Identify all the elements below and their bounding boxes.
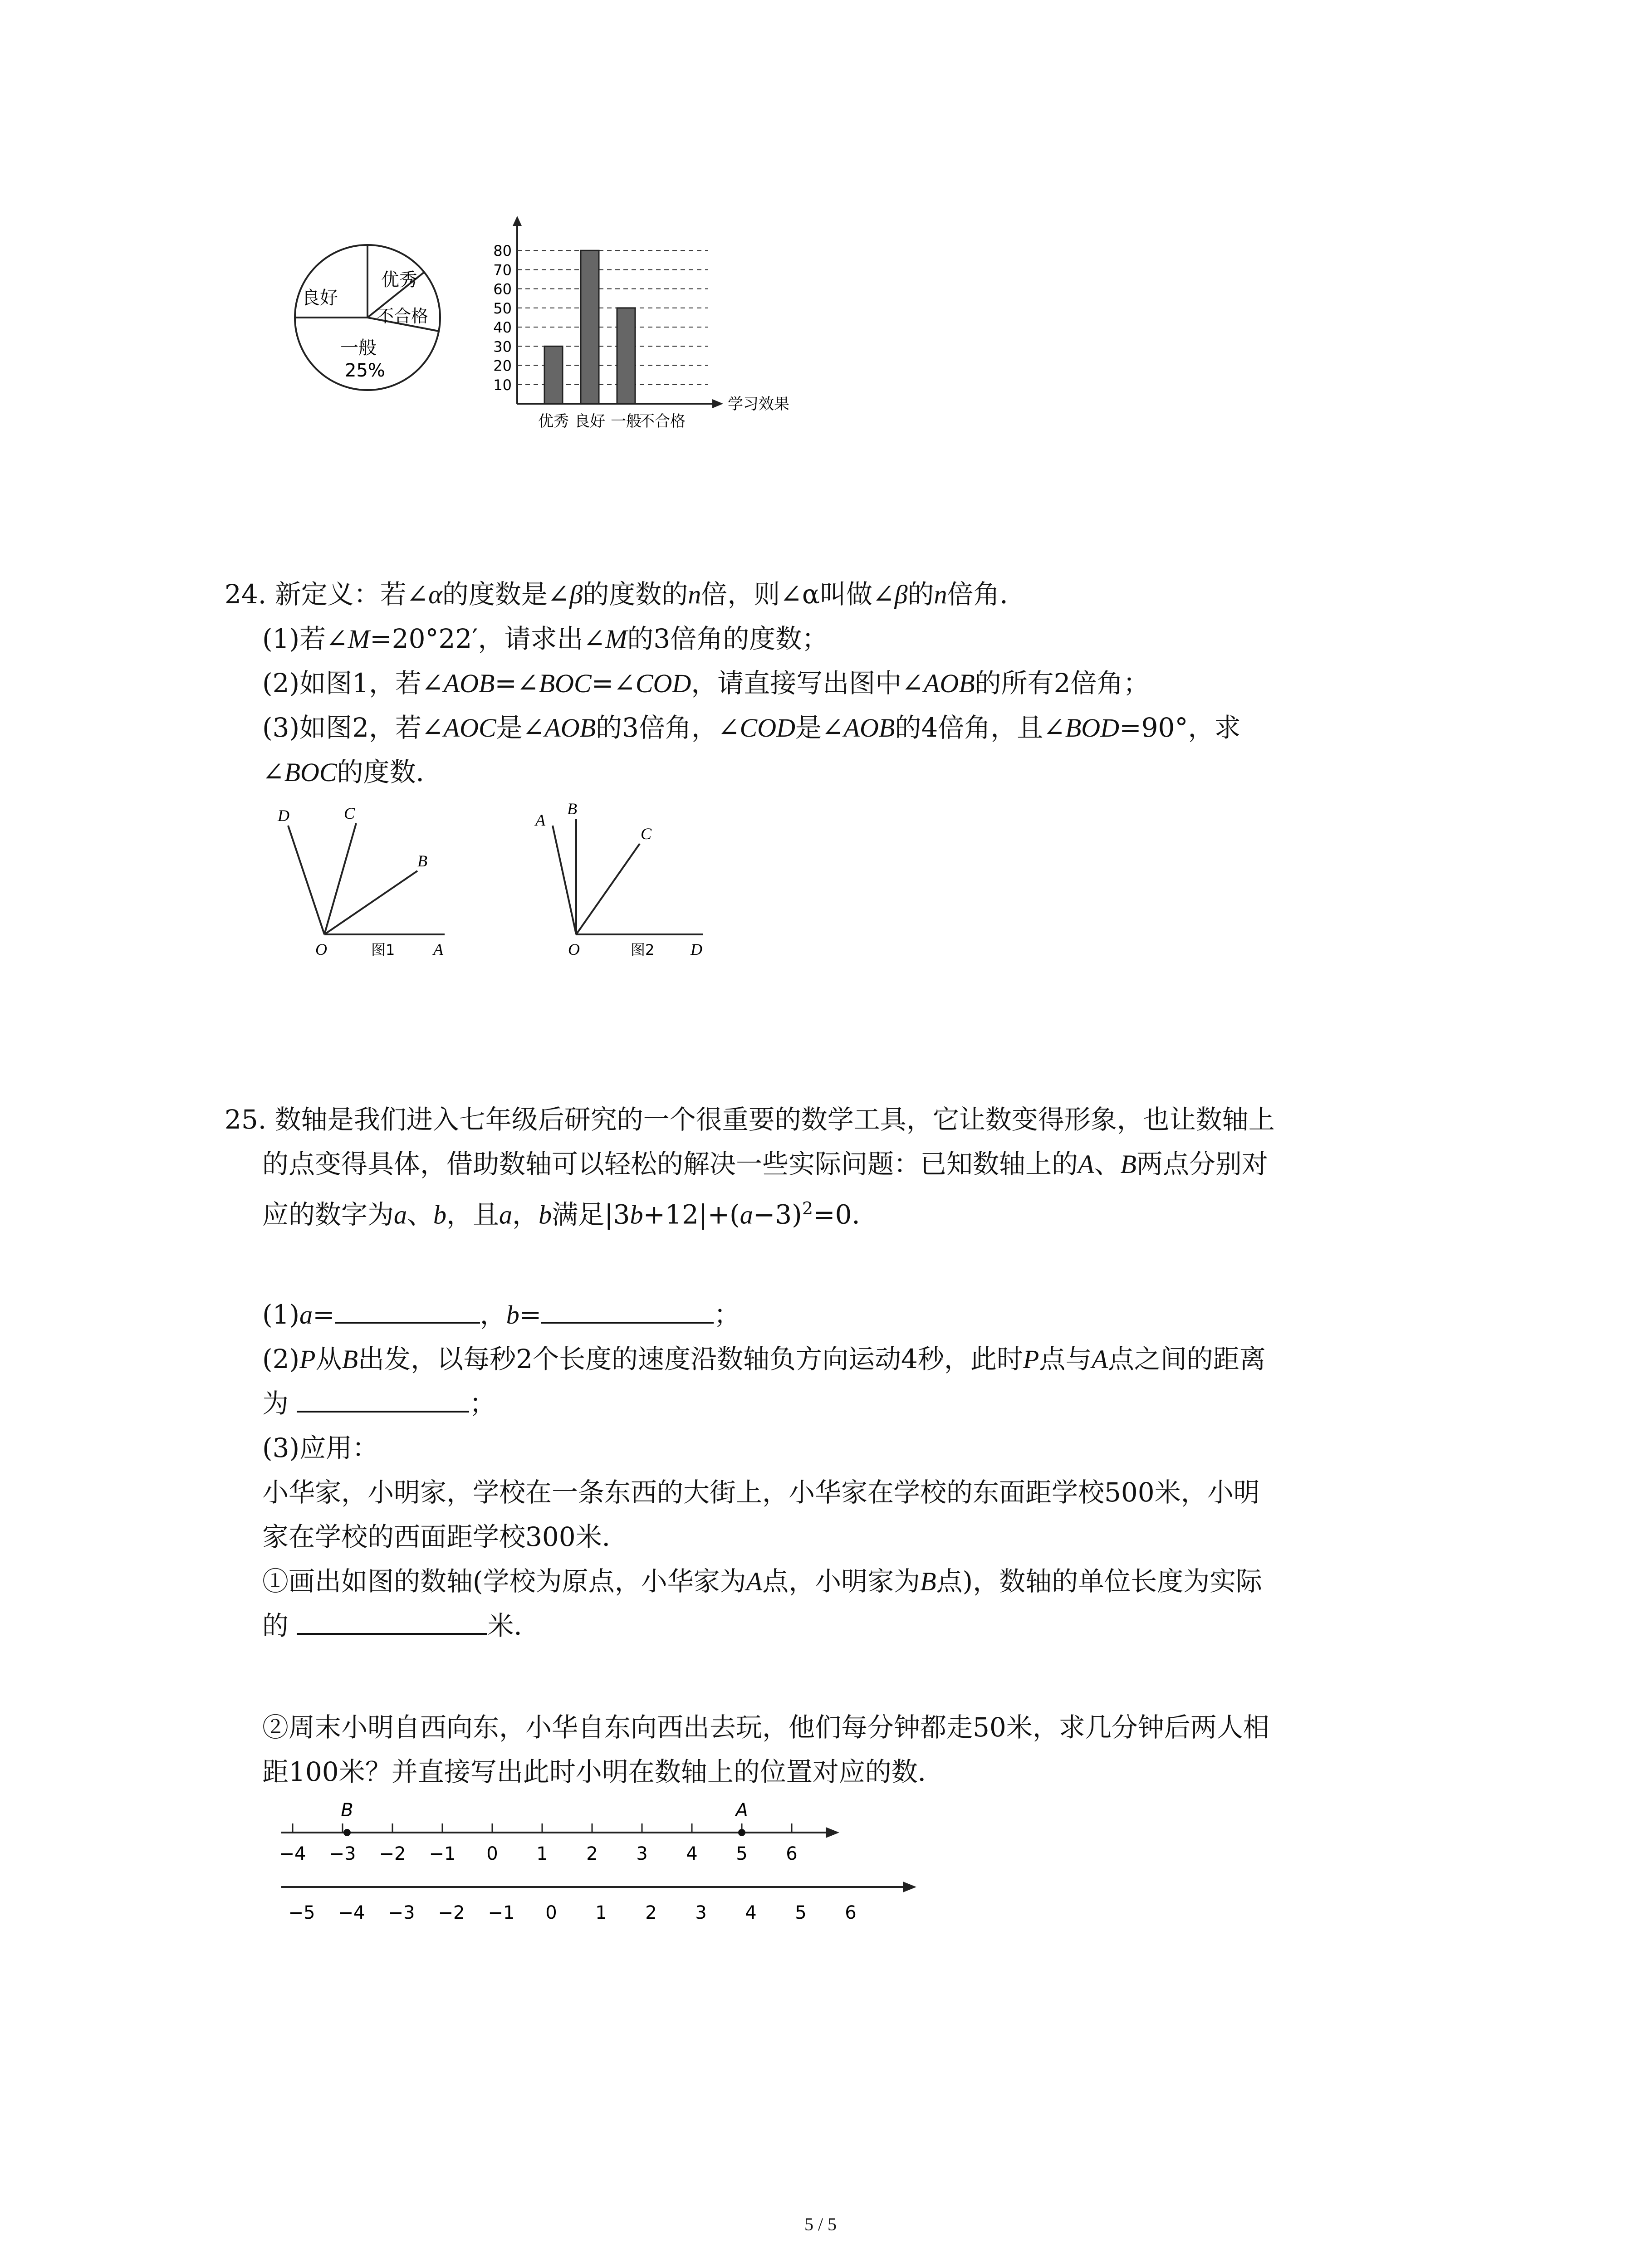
q24-text: (2)如图1，若∠: [262, 668, 444, 699]
q25-circle2: [262, 1706, 1269, 1749]
q24-COD: COD: [635, 669, 691, 698]
y-tick-label: 20: [493, 357, 512, 375]
q24-M: M: [348, 624, 370, 654]
q25-text: 、: [1094, 1149, 1121, 1179]
q25-part3-line1: [262, 1471, 1260, 1514]
q25-text: 应的数字为: [262, 1199, 394, 1230]
q25-text: (2): [262, 1344, 300, 1374]
q25-B: B: [920, 1567, 936, 1596]
q25-exponent: 2: [802, 1198, 813, 1218]
q24-text: ，请直接写出图中∠: [691, 668, 924, 699]
number-line-1-label: 6: [786, 1843, 798, 1864]
q25-text: (3)应用：: [262, 1432, 379, 1463]
q25-text: 数轴是我们进入七年级后研究的一个很重要的数学工具，它让数变得形象，也让数轴上: [274, 1104, 1275, 1135]
x-tick-label: 良好: [574, 412, 605, 430]
number-line-1-label: −1: [429, 1843, 456, 1864]
q24-text: =∠: [495, 668, 539, 699]
q24-text: 的度数的: [583, 579, 688, 610]
q25-text: 的: [262, 1610, 289, 1641]
ray-OC: [324, 823, 356, 934]
q25-text: 米．: [487, 1610, 540, 1641]
q24-line1: [225, 572, 1026, 616]
number-line-1-label: −4: [279, 1843, 306, 1864]
q25-text: 的点变得具体，借助数轴可以轻松的解决一些实际问题：已知数轴上的: [262, 1149, 1078, 1179]
pie-label-lianghao: 良好: [302, 288, 338, 308]
point-B-dot: [343, 1829, 351, 1836]
q25-text: ；: [469, 1388, 496, 1419]
q24-BOC: BOC: [539, 669, 592, 698]
q25-text: 距100米？并直接写出此时小明在数轴上的位置对应的数．: [262, 1756, 944, 1787]
q24-AOB: AOB: [544, 713, 596, 743]
q24-M: M: [605, 624, 627, 654]
q25-part3-line2: [262, 1515, 628, 1559]
bar-chart: [481, 213, 808, 435]
number-line-1-label: −2: [379, 1843, 406, 1864]
q24-n: n: [688, 580, 701, 609]
q25-text: ；: [714, 1299, 740, 1330]
number-line-1-label: 1: [536, 1843, 548, 1864]
q25-text: 点之间的距离: [1107, 1344, 1266, 1374]
q25-text: 满足|3: [552, 1199, 630, 1230]
fig2-label-A: A: [535, 811, 545, 829]
x-axis-arrow: [712, 399, 723, 408]
y-tick-label: 60: [493, 280, 512, 298]
q25-a: a: [740, 1200, 753, 1230]
number-line-2-label: 0: [545, 1902, 557, 1923]
q25-text: −3): [753, 1199, 802, 1230]
q25-B: B: [342, 1344, 358, 1374]
q25-a: a: [299, 1300, 313, 1330]
answer-blank-unit[interactable]: [297, 1608, 487, 1635]
y-axis-arrow: [513, 216, 522, 226]
number-line-2-label: −5: [288, 1902, 315, 1923]
x-tick-label: 优秀: [538, 412, 569, 430]
q24-text: =90°，求: [1119, 712, 1241, 743]
q25-circle1: [262, 1559, 1262, 1603]
q24-text: =20°22′，请求出∠: [370, 623, 606, 654]
q25-text: 小华家，小明家，学校在一条东西的大街上，小华家在学校的东面距学校500米，小明: [262, 1477, 1260, 1508]
q24-alpha: α: [428, 580, 442, 609]
number-line-2-label: −1: [488, 1902, 515, 1923]
q25-P: P: [299, 1344, 316, 1374]
answer-blank-distance[interactable]: [297, 1385, 469, 1413]
q25-text: ，: [480, 1299, 506, 1330]
q25-a: a: [499, 1200, 513, 1230]
q24-text: 的度数．: [337, 757, 442, 787]
pie-label-percent: 25%: [345, 360, 385, 381]
q25-number: 25.: [225, 1104, 267, 1135]
q25-text: +12|+(: [643, 1199, 740, 1230]
q25-P: P: [1023, 1344, 1039, 1374]
q24-text: 的4倍角，且∠: [895, 712, 1065, 743]
q24-BOD: BOD: [1065, 713, 1120, 743]
q24-text: 是∠: [496, 712, 545, 743]
number-line-1-label: 2: [586, 1843, 598, 1864]
point-A-dot: [738, 1829, 745, 1836]
pie-label-buhege: 不合格: [377, 306, 429, 326]
q24-n: n: [934, 580, 947, 609]
y-tick-label: 30: [493, 338, 512, 356]
q24-text: 新定义：若∠: [274, 579, 429, 610]
q25-text: 家在学校的西面距学校300米．: [262, 1521, 628, 1552]
point-B-label: B: [341, 1800, 353, 1821]
fig1-label-A: A: [433, 940, 443, 958]
q25-text: =0．: [813, 1199, 878, 1230]
q24-AOB: AOB: [843, 713, 895, 743]
fig1-label-B: B: [417, 852, 427, 870]
q25-text: 为: [262, 1388, 289, 1419]
number-line-1-label: −3: [329, 1843, 356, 1864]
bar-0: [544, 346, 563, 404]
q24-text: (3)如图2，若∠: [262, 712, 444, 743]
q25-A: A: [746, 1567, 763, 1596]
x-tick-label: 一般: [611, 412, 642, 430]
q24-text: 的: [907, 579, 934, 610]
answer-blank-b[interactable]: [541, 1296, 714, 1324]
q24-text: 的所有2倍角；: [975, 668, 1150, 699]
q25-part3: [262, 1426, 378, 1470]
number-line-2-label: −3: [388, 1902, 415, 1923]
bar-1: [581, 250, 599, 404]
q24-number: 24.: [225, 579, 267, 610]
ray-OC: [576, 844, 640, 934]
q24-text: =∠: [591, 668, 636, 699]
figure-1: [268, 803, 467, 966]
number-line-1-label: 5: [736, 1843, 748, 1864]
q24-part3-cont: [262, 750, 442, 794]
number-line-1-arrow: [826, 1827, 839, 1838]
number-line-2-label: 6: [845, 1902, 857, 1923]
q25-text: ，: [512, 1199, 539, 1230]
number-line-1-label: 3: [636, 1843, 648, 1864]
number-line-2-label: 2: [645, 1902, 657, 1923]
fig2-label-O: O: [568, 940, 580, 958]
q25-text: 两点分别对: [1136, 1149, 1268, 1179]
q24-part2: [262, 661, 1150, 705]
q24-text: 是∠: [795, 712, 844, 743]
q25-a: a: [394, 1200, 407, 1230]
q25-b: b: [506, 1300, 519, 1330]
y-tick-label: 70: [493, 261, 512, 279]
q24-AOB: AOB: [443, 669, 495, 698]
x-axis-label: 学习效果: [728, 395, 789, 413]
number-line-2-label: 5: [795, 1902, 807, 1923]
q24-beta: β: [569, 580, 583, 609]
number-line-1-label: 4: [686, 1843, 698, 1864]
q25-A: A: [1092, 1344, 1108, 1374]
q25-text: ②周末小明自西向东，小华自东向西出去玩，他们每分钟都走50米，求几分钟后两人相: [262, 1712, 1269, 1743]
q25-text: 从: [315, 1344, 342, 1374]
q25-part2-cont: [262, 1382, 495, 1425]
fig1-label-O: O: [315, 940, 327, 958]
q24-part1: [262, 617, 828, 661]
q25-text: 点与: [1039, 1344, 1092, 1374]
q25-b: b: [630, 1200, 643, 1230]
pie-chart: [281, 236, 454, 399]
q24-text: 倍，则∠α叫做∠: [701, 579, 895, 610]
q24-COD: COD: [740, 713, 795, 743]
number-line-2-label: −2: [438, 1902, 465, 1923]
bar-2: [617, 308, 635, 404]
q25-circle2-cont: [262, 1750, 944, 1794]
q24-text: 的3倍角，∠: [596, 712, 740, 743]
y-tick-label: 50: [493, 299, 512, 317]
q25-text: =: [519, 1299, 542, 1330]
q25-line1: [225, 1098, 1275, 1141]
number-line-2-label: 3: [695, 1902, 707, 1923]
q25-text: (1): [262, 1299, 300, 1330]
fig2-label-D: D: [691, 940, 702, 958]
y-tick-label: 10: [493, 376, 512, 394]
number-lines: [272, 1796, 926, 1932]
number-line-1-label: 0: [486, 1843, 498, 1864]
q25-circle1-cont: [262, 1604, 540, 1647]
q25-part1: [262, 1293, 740, 1337]
pie-label-youxiu: 优秀: [381, 269, 417, 290]
answer-blank-a[interactable]: [335, 1296, 480, 1324]
fig1-label-D: D: [278, 807, 289, 825]
q25-A: A: [1078, 1149, 1094, 1179]
ray-OD: [288, 826, 324, 934]
q25-b: b: [539, 1200, 552, 1230]
point-A-label: A: [735, 1800, 748, 1821]
q25-line2: [262, 1142, 1268, 1186]
number-line-2-label: −4: [338, 1902, 365, 1923]
number-line-2-label: 1: [595, 1902, 607, 1923]
q24-AOC: AOC: [443, 713, 496, 743]
y-tick-label: 40: [493, 319, 512, 337]
x-tick-label: 不合格: [639, 412, 686, 430]
q24-text: (1)若∠: [262, 623, 348, 654]
q25-part2: [262, 1337, 1266, 1381]
q24-text: ∠: [262, 757, 284, 787]
fig2-caption: 图2: [631, 941, 655, 958]
q25-text: =: [313, 1299, 335, 1330]
q25-b: b: [433, 1200, 447, 1230]
y-tick-label: 80: [493, 242, 512, 260]
number-line-2-label: 4: [745, 1902, 757, 1923]
q25-text: ①画出如图的数轴(学校为原点，小华家为: [262, 1566, 746, 1597]
figure-2: [522, 794, 721, 966]
q25-text: ，且: [446, 1199, 500, 1230]
fig1-label-C: C: [344, 804, 355, 822]
q24-beta: β: [894, 580, 908, 609]
pie-label-yiban: 一般: [340, 337, 377, 358]
q24-AOB: AOB: [923, 669, 975, 698]
q25-text: 出发，以每秒2个长度的速度沿数轴负方向运动4秒，此时: [358, 1344, 1023, 1374]
q24-text: 的3倍角的度数；: [627, 623, 828, 654]
q25-line3: [262, 1187, 878, 1237]
q24-part3: [262, 706, 1240, 750]
q24-text: 的度数是∠: [442, 579, 570, 610]
ray-OA: [553, 826, 576, 934]
number-line-2-arrow: [903, 1882, 916, 1892]
ray-OB: [324, 871, 417, 934]
q25-text: 点，小明家为: [762, 1566, 921, 1597]
page-footer: 5 / 5: [804, 2214, 837, 2234]
fig2-label-B: B: [567, 800, 577, 818]
fig2-label-C: C: [641, 825, 652, 843]
fig1-caption: 图1: [371, 941, 395, 958]
q25-text: 点)，数轴的单位长度为实际: [936, 1566, 1263, 1597]
q25-B: B: [1120, 1149, 1136, 1179]
q25-text: 、: [407, 1199, 434, 1230]
q24-BOC: BOC: [284, 758, 337, 787]
q24-text: 倍角．: [947, 579, 1026, 610]
